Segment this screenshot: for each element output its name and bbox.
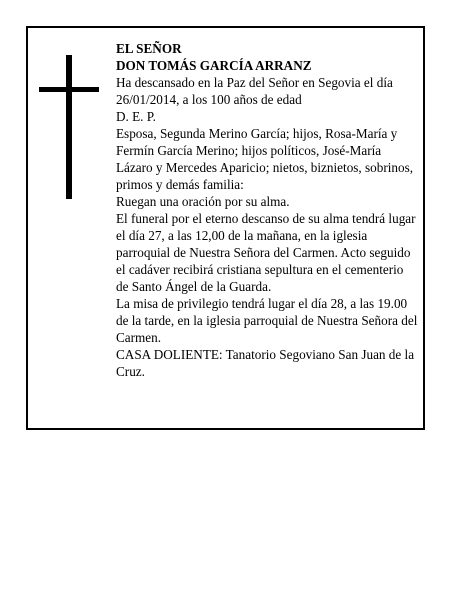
family-members: Esposa, Segunda Merino García; hijos, Rosa-María y Fermín García Merino; hijos políticos, José-María Lázaro y Mercedes Aparicio; nietos, biznietos, sobrinos, primos y demás familia: (116, 126, 414, 192)
prayer-request: Ruegan una oración por su alma. (116, 194, 290, 209)
obituary-heading: EL SEÑOR (116, 41, 182, 56)
funeral-home: CASA DOLIENTE: Tanatorio Segoviano San Juan de la Cruz. (116, 347, 415, 379)
obituary-notice (26, 26, 425, 430)
obituary-text (116, 40, 418, 380)
mass-details: La misa de privilegio tendrá lugar el día 28, a las 19.00 de la tarde, en la iglesia parroquial de Nuestra Señora del Carmen. (116, 296, 418, 345)
cross-vertical-bar (66, 55, 72, 199)
deceased-name: DON TOMÁS GARCÍA ARRANZ (116, 58, 312, 73)
death-announcement: Ha descansado en la Paz del Señor en Segovia el día 26/01/2014, a los 100 años de edad (116, 75, 393, 107)
cross-horizontal-bar (39, 87, 99, 92)
rip-abbreviation: D. E. P. (116, 109, 156, 124)
cross-icon (39, 55, 99, 199)
funeral-details: El funeral por el eterno descanso de su alma tendrá lugar el día 27, a las 12,00 de la mañana, en la iglesia parroquial de Nuestra Señora del Carmen. Acto seguido el cadáver recibirá cristiana sepultura en el cementerio de Santo Ángel de la Guarda. (116, 211, 416, 294)
